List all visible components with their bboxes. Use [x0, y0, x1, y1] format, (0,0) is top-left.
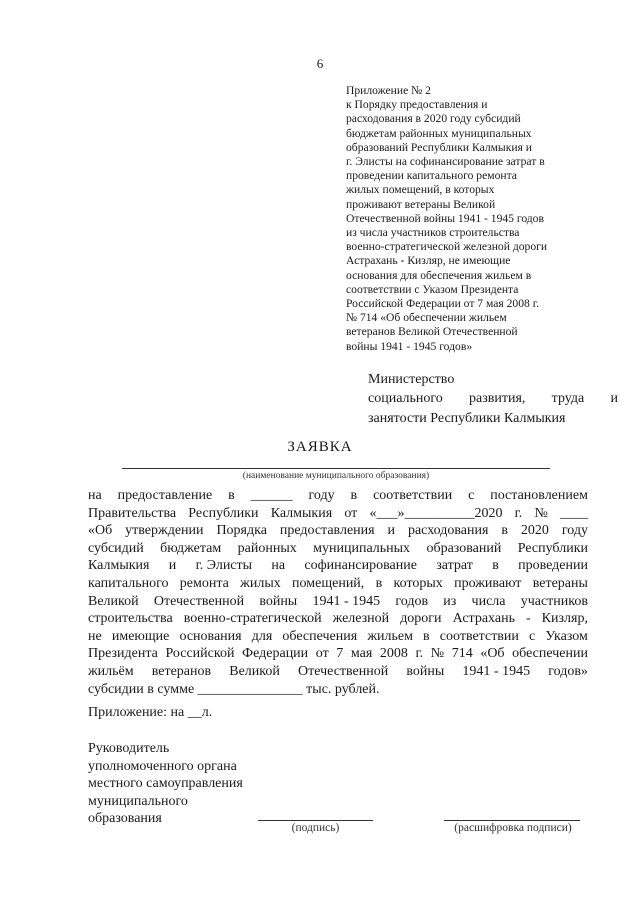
body-word: Отечественной	[298, 663, 389, 679]
body-word: году	[561, 523, 588, 539]
appendix-line: основания для обеспечения жильем в	[346, 268, 532, 282]
appendix-line: войны 1941 - 1945 годов»	[346, 339, 473, 353]
body-word: с	[468, 488, 475, 503]
body-word: проведении	[518, 558, 588, 574]
head-line: образования	[88, 811, 162, 827]
appendix-line: расходования в 2020 году субсидий	[346, 112, 521, 126]
body-word: проживают	[454, 575, 522, 591]
body-word: Республики	[517, 540, 588, 556]
body-word: с	[529, 628, 536, 644]
body-word: войны	[259, 593, 298, 609]
body-word: 2020	[520, 523, 549, 539]
body-line	[88, 522, 588, 540]
body-line	[88, 663, 588, 681]
body-word: ветераны	[532, 575, 588, 591]
addressee-line-2	[368, 389, 618, 408]
body-word: образований	[426, 540, 502, 556]
appendix-line: ветеранов Великой Отечественной	[346, 325, 518, 339]
body-word: предоставление	[117, 488, 213, 503]
body-word: Российской	[165, 646, 235, 662]
body-word: расходования	[407, 523, 489, 539]
appendix-line: военно-стратегической железной дороги	[346, 240, 548, 254]
signature-caption: (подпись)	[291, 822, 340, 834]
body-word: 2008	[379, 646, 408, 662]
body-word: Порядка	[216, 523, 267, 539]
body-word: году	[308, 488, 335, 503]
municipality-name-line	[122, 468, 550, 469]
appendix-line: бюджетам районных муниципальных	[346, 126, 532, 140]
body-word: затрат	[436, 558, 473, 574]
addressee-line-1: Министерство	[368, 372, 455, 387]
appendix-line: № 714 «Об обеспечении жильем	[346, 311, 507, 325]
body-word: муниципальных	[313, 540, 411, 556]
attachment-line: Приложение: на __л.	[88, 705, 213, 720]
body-line	[88, 628, 588, 646]
body-word: г. Элисты	[195, 558, 253, 574]
body-word: жильём	[88, 663, 134, 679]
body-word: строительства	[88, 611, 173, 627]
body-word: Отечественной	[153, 593, 245, 609]
appendix-line: из числа участников строительства	[346, 226, 520, 240]
appendix-line: Отечественной войны 1941 - 1945 годов	[346, 211, 544, 225]
addressee-block	[368, 370, 618, 428]
body-word: от	[344, 505, 358, 521]
body-word: Великой	[229, 663, 280, 679]
body-word: Калмыкия	[88, 558, 150, 574]
body-word: войны	[406, 663, 445, 679]
body-word: и	[168, 558, 177, 574]
addressee-word: и	[610, 391, 618, 407]
body-word: годов	[395, 593, 429, 609]
addressee-line-3: занятости Республики Калмыкия	[368, 410, 566, 426]
appendix-line: проживают ветераны Великой	[346, 197, 496, 211]
body-word: ветеранов	[151, 663, 212, 679]
body-word: в	[350, 488, 358, 503]
body-word: ____	[560, 505, 588, 521]
body-word: военно-стратегической	[183, 611, 322, 627]
decipher-line	[444, 820, 580, 821]
body-word: Республики	[188, 505, 259, 521]
body-word: №	[534, 505, 548, 521]
body-word: ______	[250, 488, 293, 503]
body-word: Федерации	[242, 646, 309, 662]
body-word: г.	[415, 646, 424, 662]
head-line: местного самоуправления	[88, 776, 243, 792]
body-word: мая	[350, 646, 373, 662]
body-word: №	[430, 646, 445, 662]
body-word: в	[228, 488, 235, 503]
body-line	[88, 575, 588, 593]
body-word: железной	[332, 611, 390, 627]
body-last-line: субсидии в сумме _______________ тыс. рублей.	[88, 681, 380, 697]
appendix-line: к Порядку предоставления и	[346, 98, 488, 112]
body-word: соответствии	[373, 488, 453, 503]
body-word: -	[525, 611, 531, 627]
body-word: субсидий	[88, 540, 144, 556]
head-line: муниципального	[88, 793, 188, 809]
body-word: из	[443, 593, 457, 609]
appendix-line: г. Элисты на софинансирование затрат в	[346, 155, 545, 169]
body-word: от	[315, 646, 329, 662]
body-word: Указом	[545, 628, 588, 644]
body-line	[88, 540, 588, 558]
body-word: районных	[237, 540, 297, 556]
appendix-line: Астрахань - Кизляр, не имеющие	[346, 254, 511, 268]
body-word: утверждении	[125, 523, 204, 539]
head-line: Руководитель	[88, 741, 170, 756]
body-word: участников	[520, 593, 588, 609]
body-word: ремонта	[179, 575, 229, 591]
body-word: не	[88, 628, 102, 644]
body-word: соответствии	[439, 628, 519, 644]
body-word: г.	[514, 505, 523, 521]
head-title-block	[88, 740, 243, 828]
body-line	[88, 593, 588, 611]
page-number: 6	[316, 56, 324, 71]
body-word: Астрахань	[452, 611, 515, 627]
head-line: уполномоченного органа	[88, 758, 237, 774]
addressee-word: развития,	[469, 391, 526, 407]
body-word: Калмыкия	[270, 505, 333, 521]
body-word: 714	[451, 646, 473, 662]
body-line	[88, 557, 588, 575]
body-word: 7	[336, 646, 344, 662]
addressee-word: социального	[368, 391, 443, 407]
appendix-line: образований Республики Калмыкия и	[346, 140, 532, 154]
body-word: софинансирование	[304, 558, 417, 574]
signature-line	[258, 820, 373, 821]
body-word: Великой	[88, 593, 139, 609]
appendix-line: жилых помещений, в которых	[346, 183, 495, 197]
body-line	[88, 610, 588, 628]
decipher-caption: (расшифровка подписи)	[454, 822, 572, 834]
body-word: для	[251, 628, 273, 644]
body-line	[88, 487, 588, 505]
body-word: капитального	[88, 575, 169, 591]
appendix-line: соответствии с Указом Президента	[346, 282, 519, 296]
body-word: жильем	[367, 628, 413, 644]
appendix-line: Приложение № 2	[346, 84, 431, 97]
body-word: Президента	[88, 646, 158, 662]
appendix-line: Российской Федерации от 7 мая 2008 г.	[346, 297, 540, 311]
municipality-caption: (наименование муниципального образования)	[242, 471, 430, 481]
body-word: Кизляр,	[541, 611, 588, 627]
body-word: в	[492, 558, 499, 574]
body-word: «Об	[88, 523, 113, 539]
body-word: 1941 - 1945	[312, 593, 381, 609]
body-word: числа	[471, 593, 506, 609]
body-word: обеспечения	[282, 628, 358, 644]
body-line	[88, 645, 588, 663]
body-word: предоставления	[279, 523, 375, 539]
body-word: имеющие	[111, 628, 170, 644]
body-word: которых	[393, 575, 443, 591]
appendix-line: проведении капитального ремонта	[346, 169, 517, 183]
body-word: в	[423, 628, 430, 644]
body-word: 1941 - 1945	[462, 663, 531, 679]
body-word: жилых	[240, 575, 281, 591]
body-word: бюджетам	[160, 540, 222, 556]
body-word: «Об	[480, 646, 505, 662]
body-word: основания	[179, 628, 242, 644]
body-line	[88, 505, 588, 523]
body-word: годов»	[548, 663, 588, 679]
body-word: на	[88, 488, 102, 503]
appendix-block	[346, 84, 606, 354]
body-word: в	[501, 523, 508, 539]
body-word: постановлением	[490, 488, 588, 503]
application-body	[88, 487, 588, 698]
body-word: и	[387, 523, 396, 539]
body-word: помещений,	[292, 575, 365, 591]
body-word: на	[271, 558, 286, 574]
document-title: ЗАЯВКА	[287, 439, 353, 455]
body-word: обеспечении	[512, 646, 588, 662]
addressee-word: труда	[551, 391, 585, 407]
body-word: в	[375, 575, 383, 591]
body-word: дороги	[400, 611, 442, 627]
body-word: «___»__________2020	[369, 505, 503, 521]
body-word: Правительства	[88, 505, 177, 521]
